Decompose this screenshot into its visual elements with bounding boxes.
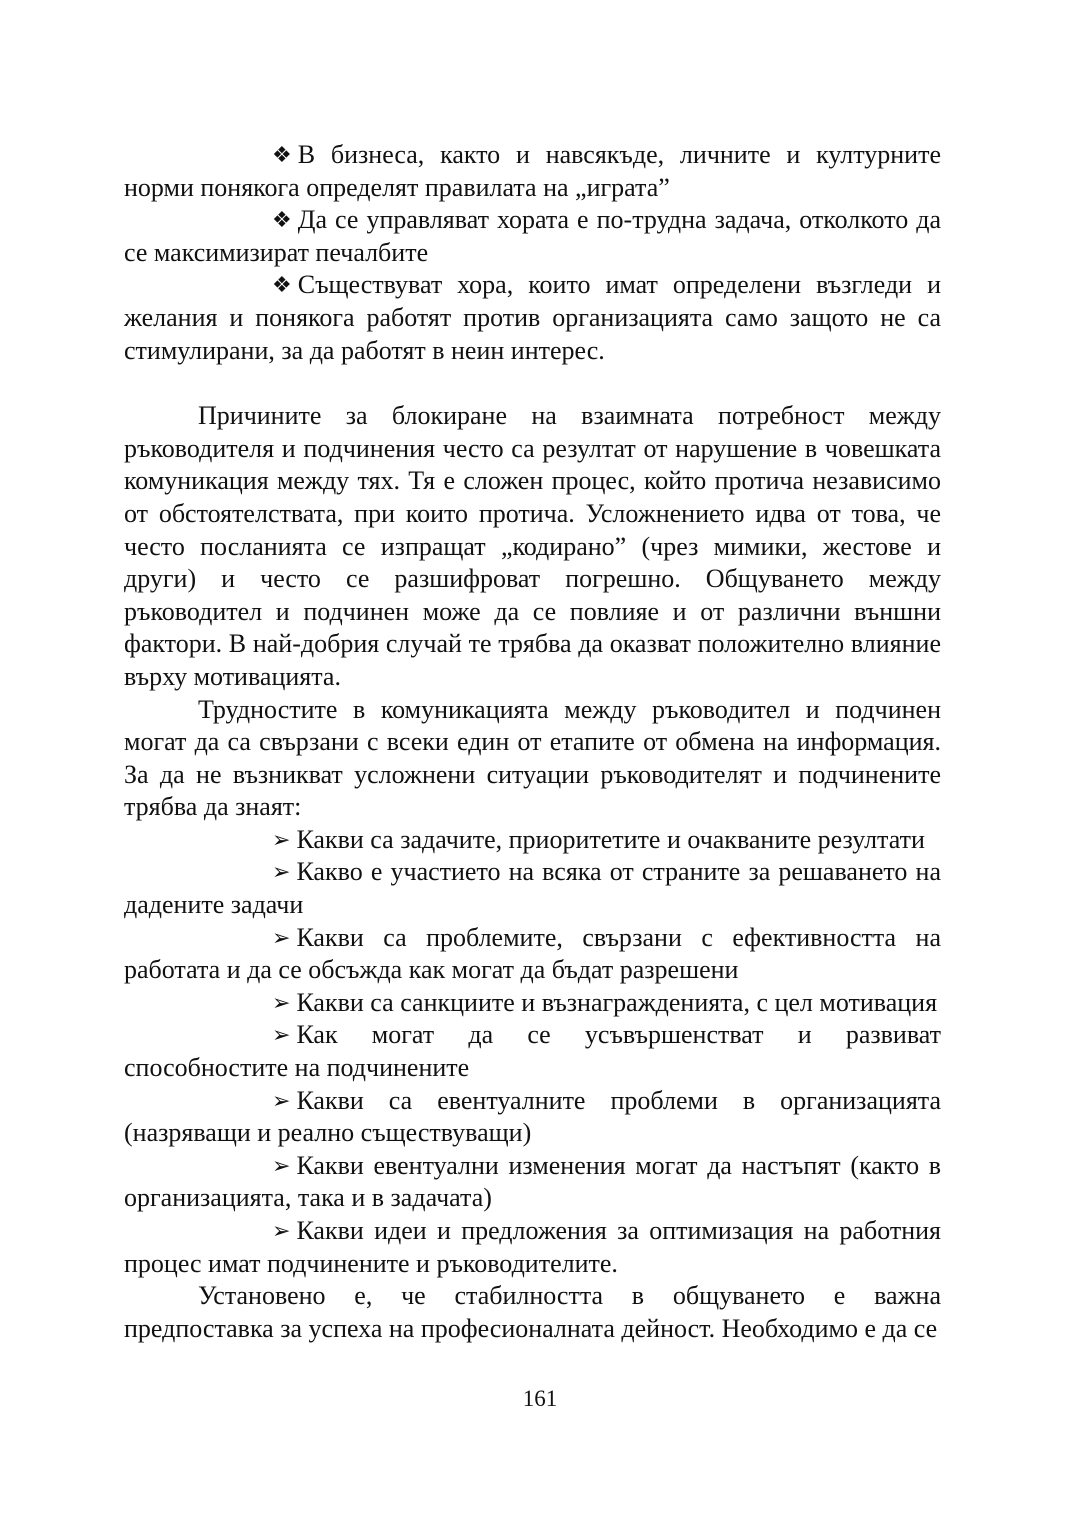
arrow-bullet-icon: ➢	[272, 924, 291, 950]
list-item-text: Как могат да се усъвършенстват и развиват способностите на подчинените	[124, 1020, 941, 1083]
arrow-bullet-icon: ➢	[272, 1218, 291, 1243]
paragraph: Трудностите в комуникацията между ръководител и подчинен могат да са свързани с всеки един от етапите от обмена на информация. За да не възникват усложнени ситуации ръководителят и подчинените трябва да знаят:	[124, 694, 941, 822]
list-item-text: Съществуват хора, които имат определени възгледи и желания и понякога работят против организацията само защото не са стимулирани, за да работят в неин интерес.	[124, 270, 941, 365]
list-item	[124, 922, 941, 987]
paragraph: Причините за блокиране на взаимната потребност между ръководителя и подчинения често са резултат от нарушение в човешката комуникация между тях. Тя е сложен процес, който протича независимо от обстоятелствата, при които протича. Усложнението идва от това, че често посланията се изпращат „кодирано” (чрез мимики, жестове и други) и често се разшифроват погрешно. Общуването между ръководител и подчинен може да се повлияе и от различни външни фактори. В най-добрия случай те трябва да оказват положително влияние върху мотивацията.	[124, 401, 941, 691]
list-item	[124, 204, 941, 269]
list-item-text: Какви идеи и предложения за оптимизация на работния процес имат подчинените и ръководителите.	[124, 1216, 941, 1278]
list-item	[124, 269, 941, 367]
list-item	[124, 1019, 941, 1084]
list-item	[124, 1085, 941, 1150]
list-item	[124, 1215, 941, 1280]
list-item	[124, 139, 941, 204]
paragraph: Установено е, че стабилността в общуването е важна предпоставка за успеха на професионалната дейност. Необходимо е да се	[124, 1281, 941, 1343]
page-number: 161	[522, 1386, 558, 1411]
arrow-bullet-icon: ➢	[272, 859, 291, 885]
diamond-bullet-icon: ❖	[272, 142, 292, 167]
list-item-text: Какви са санкциите и възнагражденията, с цел мотивация	[296, 987, 938, 1017]
list-item	[124, 987, 941, 1020]
list-item	[124, 856, 941, 921]
list-item-text: В бизнеса, както и навсякъде, личните и културните норми понякога определят правилата на „играта”	[124, 140, 941, 202]
arrow-bullet-icon: ➢	[272, 1087, 291, 1113]
list-item-text: Да се управляват хората е по-трудна задача, отколкото да се максимизират печалбите	[124, 205, 941, 267]
list-item-text: Какво е участието на всяка от страните за решаването на дадените задачи	[124, 857, 941, 920]
diamond-bullet-icon: ❖	[272, 272, 292, 298]
list-item-text: Какви са евентуалните проблеми в организацията (назряващи и реално съществуващи)	[124, 1085, 941, 1148]
arrow-bullet-icon: ➢	[272, 1022, 291, 1048]
list-item	[124, 1150, 941, 1215]
diamond-bullet-icon: ❖	[272, 207, 292, 233]
list-item-text: Какви евентуални изменения могат да настъпят (както в организацията, така и в задачата)	[124, 1150, 941, 1213]
paragraph-spacer	[124, 367, 941, 400]
arrow-bullet-icon: ➢	[272, 989, 291, 1015]
arrow-bullet-icon: ➢	[272, 826, 291, 852]
page-body	[124, 139, 941, 1345]
list-item	[124, 824, 941, 857]
arrow-bullet-icon: ➢	[272, 1152, 291, 1178]
list-item-text: Какви са задачите, приоритетите и очакваните резултати	[296, 824, 925, 854]
list-item-text: Какви са проблемите, свързани с ефективността на работата и да се обсъжда как могат да бъдат разрешени	[124, 922, 941, 985]
